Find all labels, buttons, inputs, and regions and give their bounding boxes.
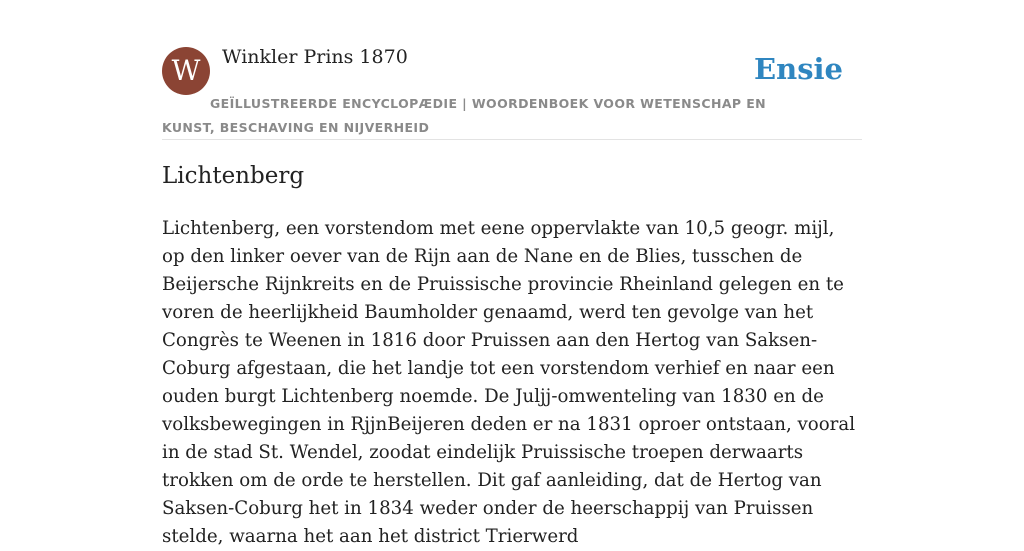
source-avatar[interactable]: W <box>162 47 210 95</box>
entry-title: Lichtenberg <box>162 163 305 189</box>
source-subtitle: GEÏLLUSTREERDE ENCYCLOPÆDIE | WOORDENBOEK VOOR WETENSCHAP EN KUNST, BESCHAVING EN NIJVERHEID <box>162 96 767 135</box>
entry-body: Lichtenberg, een vorstendom met eene oppervlakte van 10,5 geogr. mijl, op den linker oever van de Rijn aan de Nane en de Blies, tusschen de Beijersche Rijnkreits en de Pruissische provincie Rheinland gelegen en te voren de heerlijkheid Baumholder genaamd, werd ten gevolge van het Congrès te Weenen in 1816 door Pruissen aan den Hertog van Saksen-Coburg afgestaan, die het landje tot een vorstendom verhief en naar een ouden burgt Lichtenberg noemde. De Juljj-omwenteling van 1830 en de volksbewegingen in RjjnBeijeren deden er na 1831 oproer ontstaan, vooral in de stad St. Wendel, zoodat eindelijk Pruissische troepen derwaarts trokken om de orde te herstellen. Dit gaf aanleiding, dat de Hertog van Saksen-Coburg het in 1834 weder onder de heerschappij van Pruissen stelde, waarna het aan het district Trierwerd <box>162 218 856 547</box>
source-title-link[interactable]: Winkler Prins 1870 <box>222 46 408 68</box>
ensie-logo[interactable]: Ensie <box>754 52 843 86</box>
header-divider <box>162 139 862 140</box>
